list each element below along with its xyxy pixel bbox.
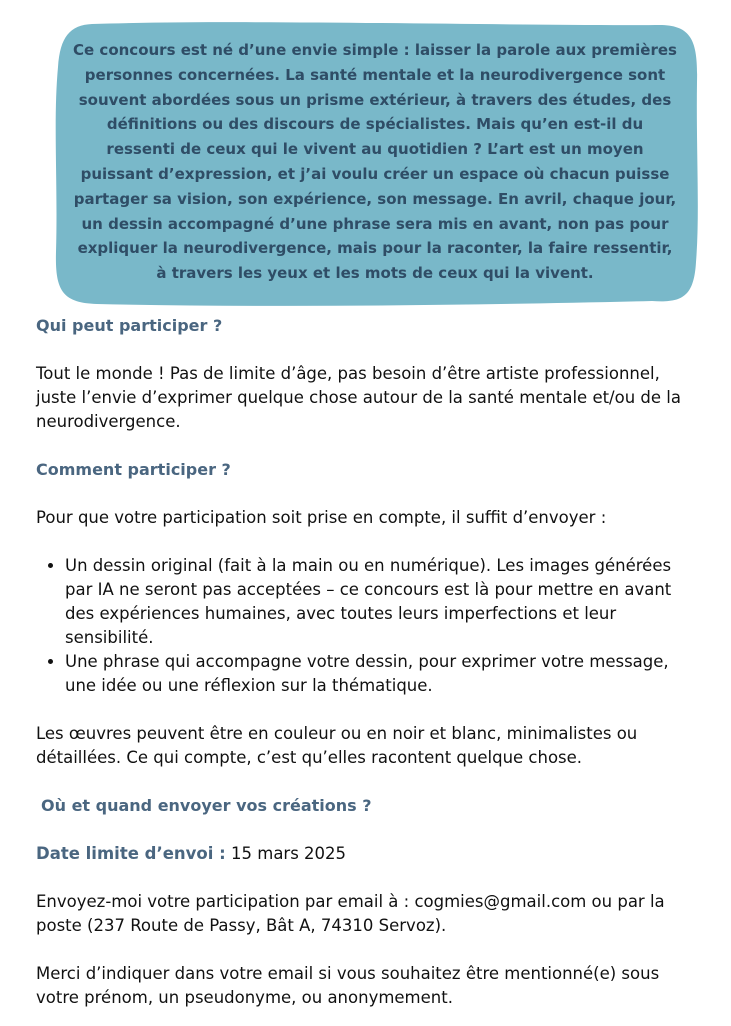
how-heading: Comment participer ?: [36, 460, 231, 479]
who-body: Tout le monde ! Pas de limite d’âge, pas besoin d’être artiste professionnel, juste l’envie d’exprimer quelque chose autour de la santé mentale et/ou de la neurodivergence.: [36, 364, 681, 431]
requirements-list: [36, 554, 701, 698]
deadline-value: 15 mars 2025: [231, 844, 347, 863]
how-intro: Pour que votre participation soit prise en compte, il suffit d’envoyer :: [36, 508, 607, 527]
list-item: • Une phrase qui accompagne votre dessin, pour exprimer votre message, une idée ou une réflexion sur la thématique.: [65, 650, 701, 698]
deadline-label: Date limite d’envoi :: [36, 844, 226, 863]
mention-note: Merci d’indiquer dans votre email si vous souhaitez être mentionné(e) sous votre prénom, un pseudonyme, ou anonymement.: [36, 964, 660, 1007]
who-heading: Qui peut participer ?: [36, 316, 223, 335]
content-body: [36, 314, 701, 1010]
deadline-line: [36, 842, 701, 866]
intro-text: Ce concours est né d’une envie simple : laisser la parole aux premières personnes concernées. La santé mentale et la neurodivergence sont souvent abordées sous un prisme extérieur, à travers des études, des définitions ou des discours de spécialistes. Mais qu’en est-il du ressenti de ceux qui le vivent au quotidien ? L’art est un moyen puissant d’expression, et j’ai voulu créer un espace où chacun puisse partager sa vision, son expérience, son message. En avril, chaque jour, un dessin accompagné d’une phrase sera mis en avant, non pas pour expliquer la neurodivergence, mais pour la raconter, la faire ressentir, à travers les yeux et les mots de ceux qui la vivent.: [73, 41, 677, 283]
how-note: Les œuvres peuvent être en couleur ou en noir et blanc, minimalistes ou détaillées. Ce qui compte, c’est qu’elles racontent quelque chose.: [36, 724, 638, 767]
send-instructions: Envoyez-moi votre participation par email à : cogmies@gmail.com ou par la poste (237 Route de Passy, Bât A, 74310 Servoz).: [36, 892, 665, 935]
where-heading: Où et quand envoyer vos créations ?: [41, 796, 372, 815]
list-item: • Un dessin original (fait à la main ou en numérique). Les images générées par IA ne seront pas acceptées – ce concours est là pour mettre en avant des expériences humaines, avec toutes leurs imperfections et leur sensibilité.: [65, 554, 701, 650]
